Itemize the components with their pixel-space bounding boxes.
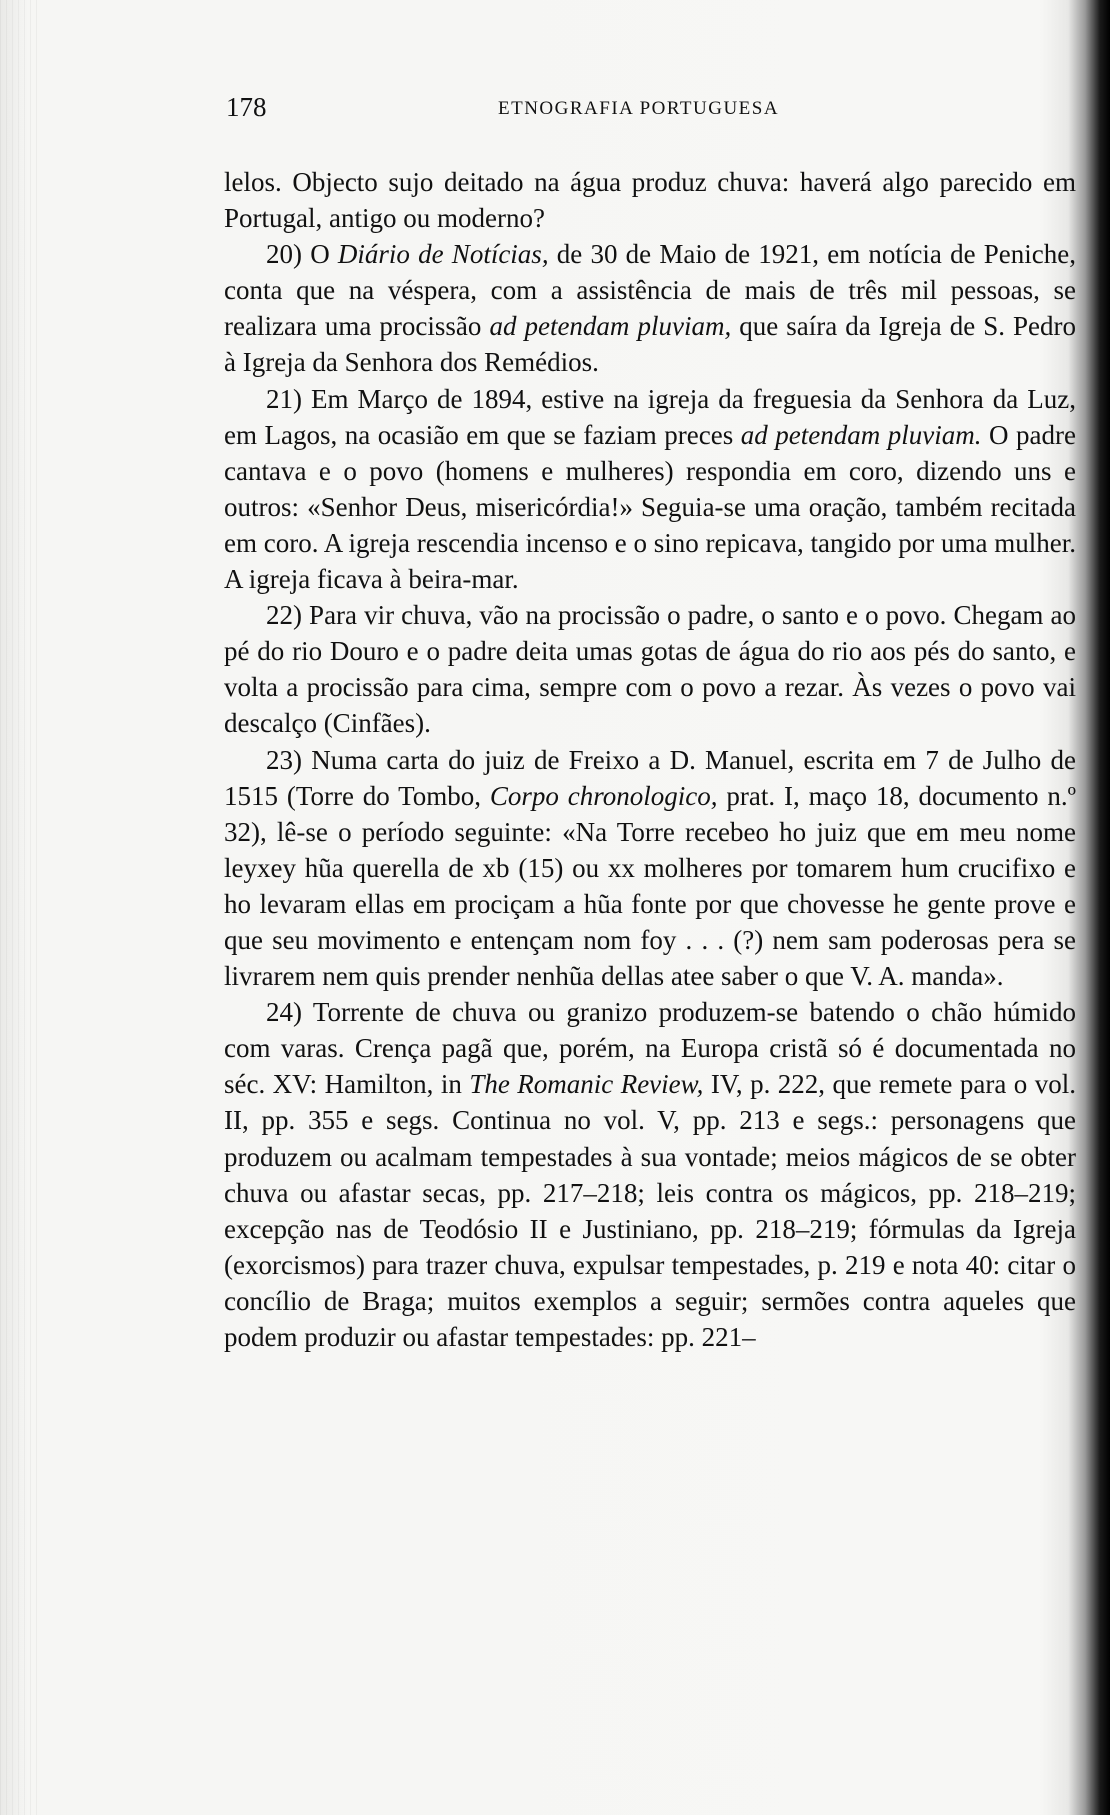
text-segment: lelos. Objecto sujo deitado na água produz chuva: haverá algo parecido em Portugal, antigo ou moderno? — [224, 167, 1076, 234]
page-header — [226, 92, 1076, 132]
text-segment: 23) Numa carta do juiz de Freixo a D. Manuel, escrita em 7 de Julho de 1515 (Torre do Tombo, — [224, 744, 1076, 811]
paragraph-note-20 — [224, 236, 1076, 380]
page-number: 178 — [226, 92, 267, 122]
text-segment: 22) Para vir chuva, vão na procissão o padre, o santo e o povo. Chegam ao pé do rio Douro e o padre deita umas gotas de água do rio aos pés do santo, e volta a procissão para cima, sempre com o povo a rezar. Às vezes o povo vai descalço (Cinfães). — [224, 600, 1076, 739]
paragraph-note-21 — [224, 381, 1076, 598]
italic-segment: Corpo chronologico, — [489, 780, 718, 811]
text-segment: O padre cantava e o povo (homens e mulheres) respondia em coro, dizendo uns e outros: «Senhor Deus, misericórdia!» Seguia-se uma oração, também recitada em coro. A igreja rescendia incenso e o sino repicava, tangido por uma mulher. A igreja ficava à beira-mar. — [224, 419, 1076, 595]
paragraph-note-22 — [224, 597, 1076, 741]
italic-segment: ad petendam pluviam. — [740, 419, 982, 450]
paragraph-note-24 — [224, 994, 1076, 1355]
text-segment: 20) O — [266, 239, 338, 270]
italic-segment: Diário de Notícias, — [337, 239, 549, 270]
text-segment: que saíra da Igreja de S. Pedro à Igreja da Senhora dos Remédios. — [224, 311, 1076, 378]
paragraph-note-23 — [224, 742, 1076, 995]
paragraph-continuation — [224, 164, 1076, 236]
text-segment: IV, p. 222, que remete para o vol. II, pp. 355 e segs. Continua no vol. V, pp. 213 e segs.: personagens que produzem ou acalmam tempestades à sua vontade; meios mágicos de se obter chuva ou afastar secas, pp. 217–218; leis contra os mágicos, pp. 218–219; excepção nas de Teodósio II e Justiniano, pp. 218–219; fórmulas da Igreja (exorcismos) para trazer chuva, expulsar tempestades, p. 219 e nota 40: citar o concílio de Braga; muitos exemplos a seguir; sermões contra aqueles que podem produzir ou afastar tempestades: pp. 221– — [224, 1069, 1076, 1352]
running-title: ETNOGRAFIA PORTUGUESA — [498, 98, 780, 119]
italic-segment: The Romanic Review, — [469, 1069, 704, 1100]
text-segment: 24) Torrente de chuva ou granizo produzem-se batendo o chão húmido com varas. Crença pagã que, porém, na Europa cristã só é documentada no séc. XV: Hamilton, in — [224, 997, 1076, 1100]
text-segment: prat. I, maço 18, documento n.º 32), lê-se o período seguinte: «Na Torre recebeo ho juiz que em meu nome leyxey hũa querella de xb (15) ou xx molheres por tomarem hum crucifixo e ho levaram ellas em prociçam a hũa fonte por que chovesse he gente prove e que seu movimento e entençam nom foy . . . (?) nem sam poderosas pera se livrarem nem quis prender nenhũa dellas atee saber o que V. A. manda». — [224, 780, 1076, 992]
italic-segment: ad petendam pluviam, — [489, 311, 732, 342]
text-segment: de 30 de Maio de 1921, em notícia de Peniche, conta que na véspera, com a assistência de mais de três mil pessoas, se realizara uma procissão — [224, 239, 1076, 342]
binding-gutter — [0, 0, 40, 1815]
text-segment: 21) Em Março de 1894, estive na igreja da freguesia da Senhora da Luz, em Lagos, na ocasião em que se faziam preces — [224, 383, 1076, 450]
body-text — [224, 164, 1076, 1355]
